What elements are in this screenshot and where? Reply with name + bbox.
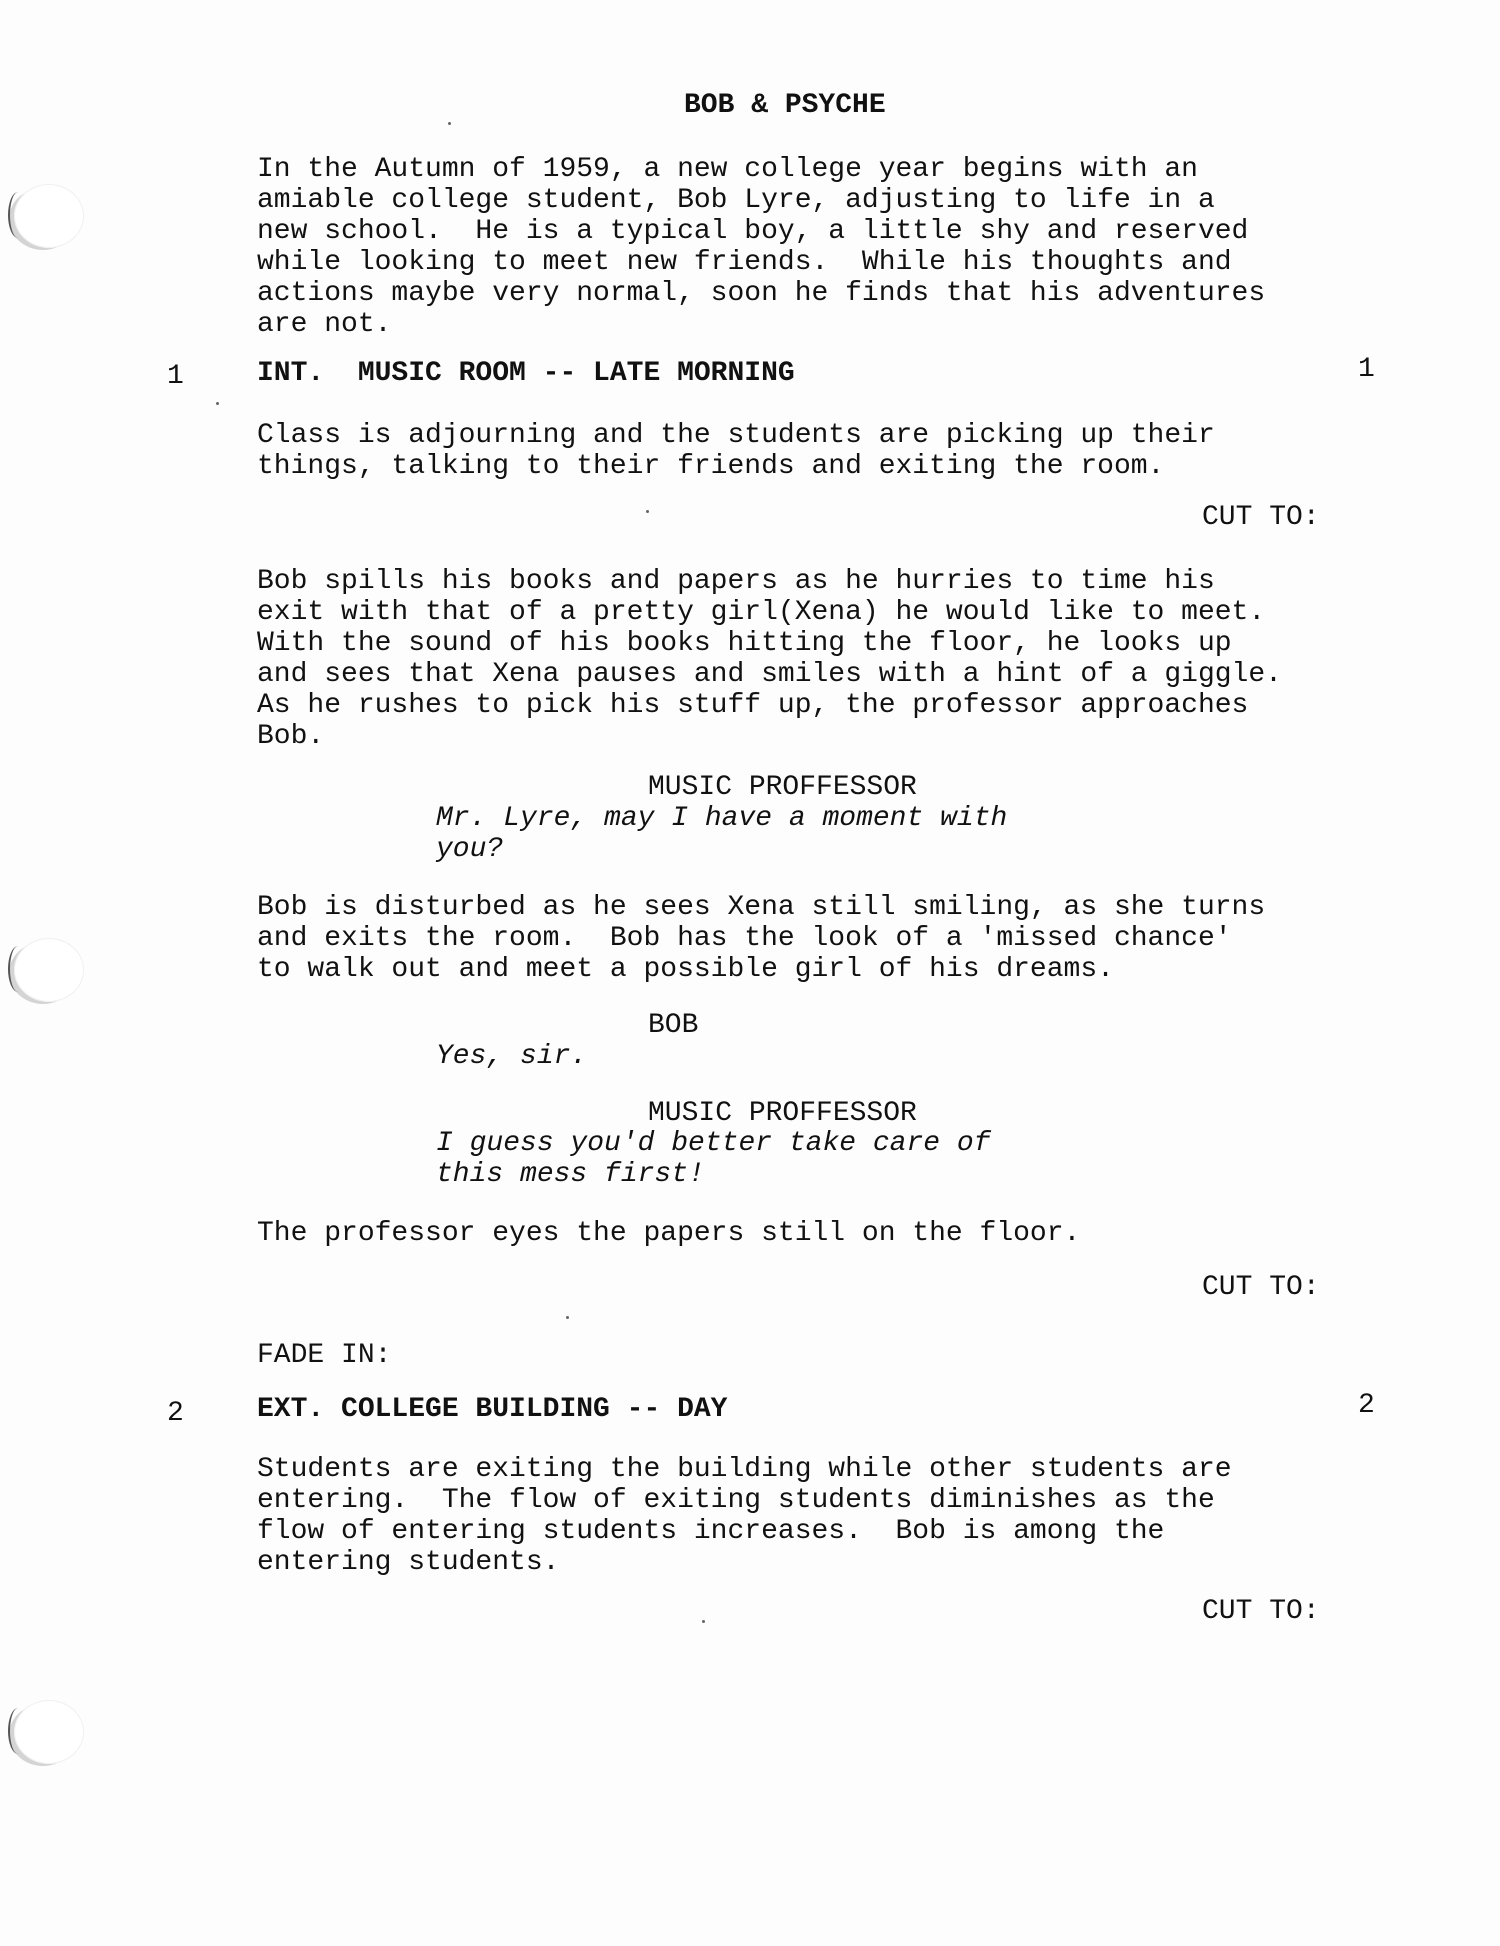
paper-speck bbox=[566, 1316, 569, 1319]
scene-number-right: 2 bbox=[1358, 1390, 1375, 1421]
dialogue: Yes, sir. bbox=[436, 1041, 588, 1072]
character-name: MUSIC PROFFESSOR bbox=[648, 1098, 917, 1129]
transition-cut-to: CUT TO: bbox=[1202, 1596, 1320, 1627]
transition-cut-to: CUT TO: bbox=[1202, 502, 1320, 533]
action-paragraph: Students are exiting the building while other students are entering. The flow of exiting students diminishes as the flow of entering students increases. Bob is among the entering students. bbox=[257, 1454, 1232, 1578]
paper-speck bbox=[646, 510, 649, 513]
script-title: BOB & PSYCHE bbox=[684, 90, 886, 121]
dialogue: Mr. Lyre, may I have a moment with you? bbox=[436, 803, 1008, 865]
scene-number-left: 2 bbox=[167, 1398, 184, 1429]
paper-speck bbox=[216, 402, 219, 405]
scene-heading: INT. MUSIC ROOM -- LATE MORNING bbox=[257, 358, 795, 389]
scene-number-right: 1 bbox=[1358, 354, 1375, 385]
scene-heading: EXT. COLLEGE BUILDING -- DAY bbox=[257, 1394, 728, 1425]
binder-hole-mark-bottom bbox=[8, 1708, 28, 1754]
character-name: BOB bbox=[648, 1010, 699, 1041]
dialogue: I guess you'd better take care of this mess first! bbox=[436, 1128, 991, 1190]
action-paragraph: Bob spills his books and papers as he hurries to time his exit with that of a pretty girl(Xena) he would like to meet. With the sound of his books hitting the floor, he looks up and sees that Xena pauses and smiles with a hint of a giggle. As he rushes to pick his stuff up, the professor approaches Bob. bbox=[257, 566, 1282, 752]
character-name: MUSIC PROFFESSOR bbox=[648, 772, 917, 803]
paper-speck bbox=[702, 1620, 705, 1623]
transition-fade-in: FADE IN: bbox=[257, 1340, 392, 1371]
scene-number-left: 1 bbox=[167, 361, 184, 392]
action-paragraph: Bob is disturbed as he sees Xena still smiling, as she turns and exits the room. Bob has the look of a 'missed chance' to walk out and meet a possible girl of his dreams. bbox=[257, 892, 1266, 985]
binder-hole-mark-middle bbox=[8, 946, 28, 992]
action-paragraph: Class is adjourning and the students are picking up their things, talking to their friends and exiting the room. bbox=[257, 420, 1215, 482]
transition-cut-to: CUT TO: bbox=[1202, 1272, 1320, 1303]
paper-speck bbox=[448, 122, 451, 125]
action-paragraph: The professor eyes the papers still on the floor. bbox=[257, 1218, 1081, 1249]
binder-hole-mark-top bbox=[8, 192, 28, 238]
intro-paragraph: In the Autumn of 1959, a new college year begins with an amiable college student, Bob Lyre, adjusting to life in a new school. He is a typical boy, a little shy and reserved while looking to meet new friends. While his thoughts and actions maybe very normal, soon he finds that his adventures are not. bbox=[257, 154, 1266, 340]
